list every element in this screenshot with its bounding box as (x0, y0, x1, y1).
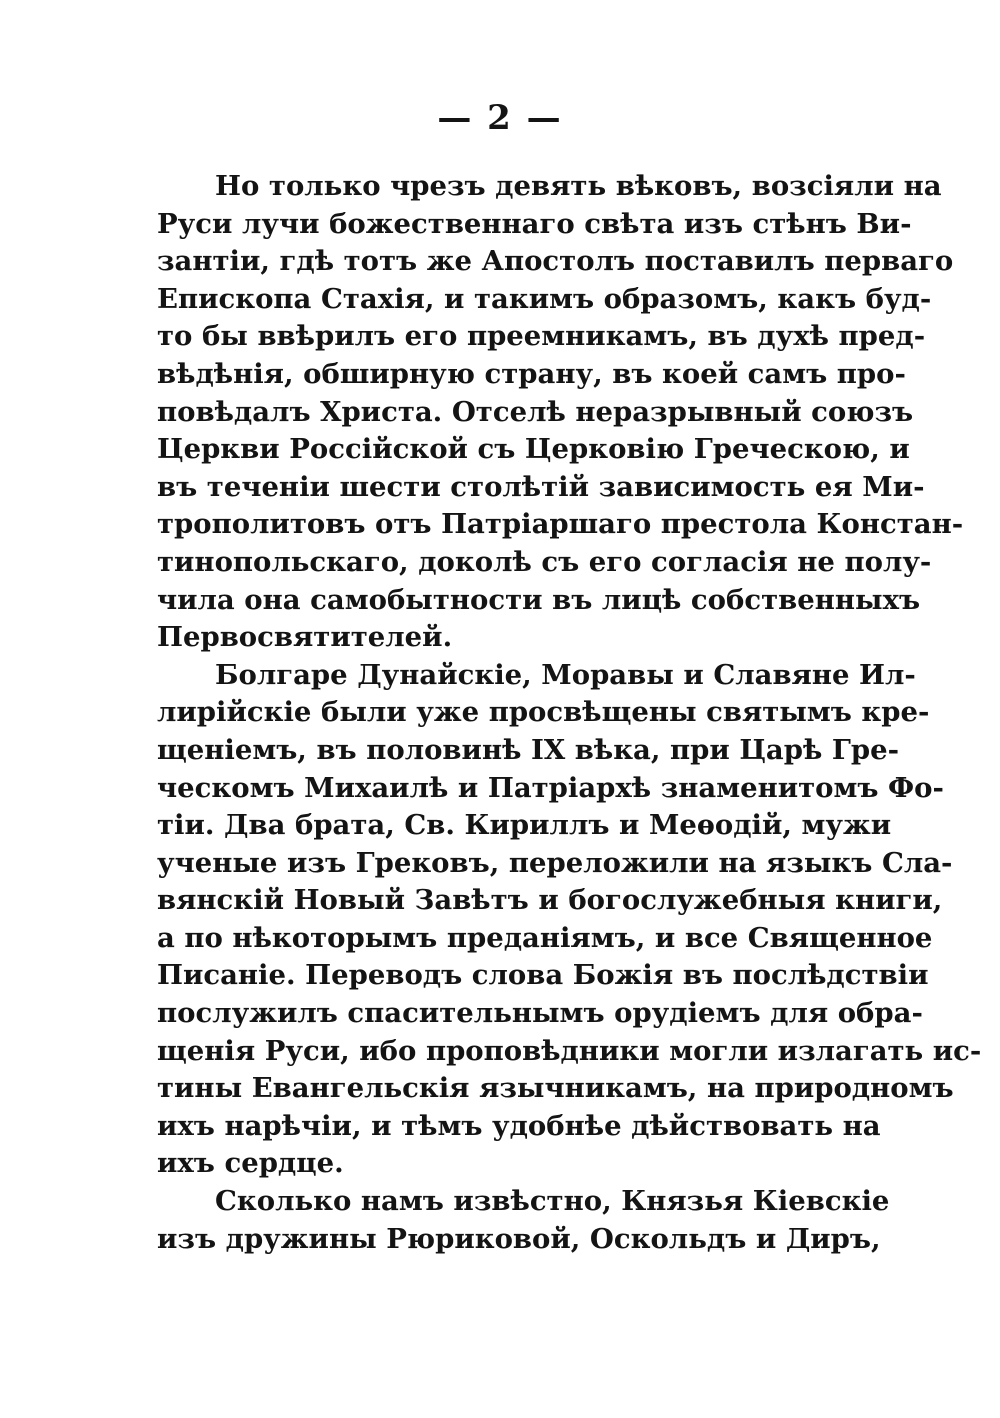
text-line: тины Евангельскія язычникамъ, на природномъ (157, 1072, 954, 1105)
paragraph-3 (157, 1183, 890, 1258)
text-line: вянскій Новый Завѣтъ и богослужебныя книги, (157, 884, 943, 917)
paragraph-1 (157, 168, 964, 657)
text-line: вѣдѣнія, обширную страну, въ коей самъ про- (157, 357, 906, 390)
text-line: повѣдалъ Христа. Отселѣ неразрывный союзъ (157, 395, 914, 428)
text-line: изъ дружины Рюриковой, Оскольдъ и Диръ, (157, 1222, 881, 1255)
text-line: ученые изъ Грековъ, переложили на языкъ Сла- (157, 846, 953, 879)
text-line: трополитовъ отъ Патріаршаго престола Констан- (157, 508, 964, 541)
text-line: тинопольскаго, доколѣ съ его согласія не полу- (157, 545, 932, 578)
text-line: тіи. Два брата, Св. Кириллъ и Меѳодій, мужи (157, 809, 892, 842)
page-number: — 2 — (437, 98, 563, 138)
text-line: въ теченіи шести столѣтій зависимость ея Ми- (157, 470, 925, 503)
text-line: Руси лучи божественнаго свѣта изъ стѣнъ Ви- (157, 207, 912, 240)
text-line: щенія Руси, ибо проповѣдники могли излагать ис- (157, 1034, 982, 1067)
text-line: Первосвятителей. (157, 621, 453, 654)
text-line: то бы ввѣрилъ его преемникамъ, въ духѣ пред- (157, 320, 926, 353)
text-line: зантіи, гдѣ тотъ же Апостолъ поставилъ перваго (157, 245, 954, 278)
text-line: послужилъ спасительнымъ орудіемъ для обра- (157, 997, 923, 1030)
text-line: ихъ сердце. (157, 1147, 344, 1180)
text-line: Церкви Россійской съ Церковію Греческою, и (157, 433, 910, 466)
paragraph-2 (157, 657, 982, 1183)
text-line: Болгаре Дунайскіе, Моравы и Славяне Ил- (215, 658, 916, 691)
text-line: Епископа Стахія, и такимъ образомъ, какъ буд- (157, 282, 932, 315)
text-line: чила она самобытности въ лицѣ собственныхъ (157, 583, 921, 616)
page-body (157, 168, 982, 1258)
text-line: лирійскіе были уже просвѣщены святымъ кре- (157, 696, 930, 729)
text-line: ческомъ Михаилѣ и Патріархѣ знаменитомъ Фо- (157, 771, 944, 804)
text-line: ихъ нарѣчіи, и тѣмъ удобнѣе дѣйствовать на (157, 1109, 881, 1142)
text-line: а по нѣкоторымъ преданіямъ, и все Священное (157, 921, 933, 954)
text-line: щеніемъ, въ половинѣ IX вѣка, при Царѣ Гре- (157, 733, 900, 766)
text-line: Сколько намъ извѣстно, Князья Кіевскіе (215, 1185, 890, 1218)
text-line: Писаніе. Переводъ слова Божія въ послѣдствіи (157, 959, 929, 992)
text-line: Но только чрезъ девять вѣковъ, возсіяли на (215, 170, 942, 202)
